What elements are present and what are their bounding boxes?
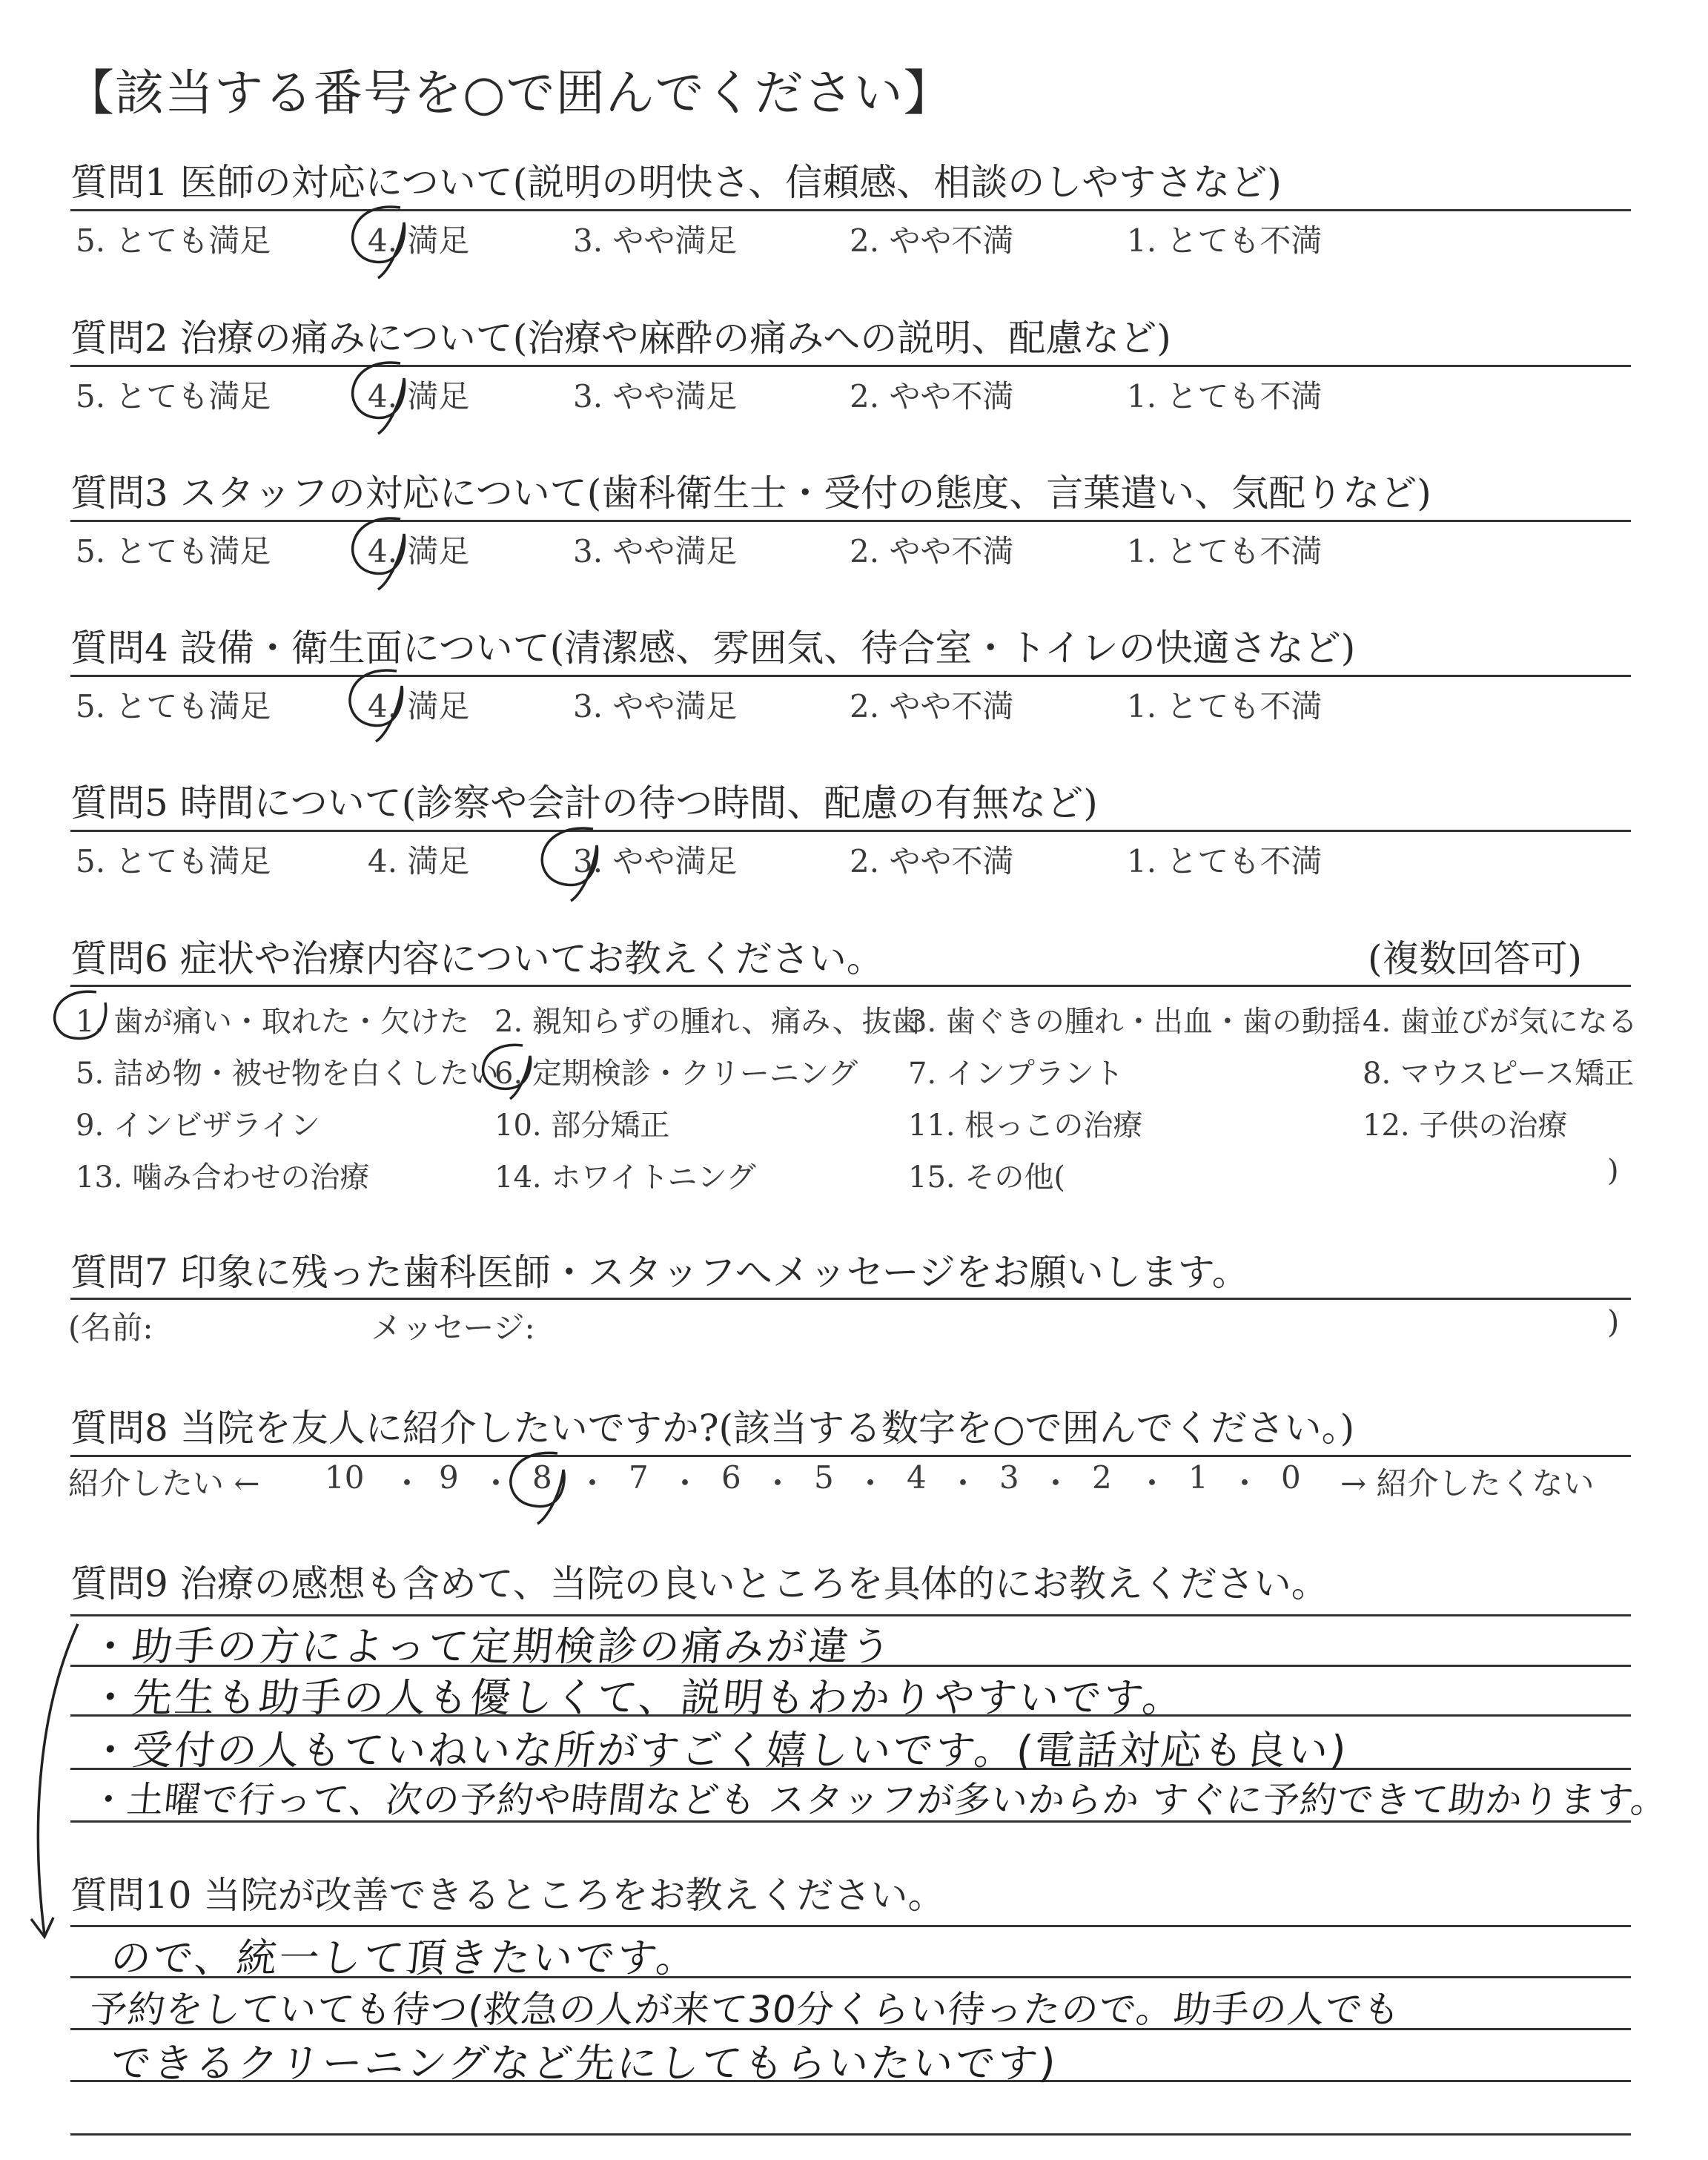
handwritten-answer: ので、統一して頂きたいです。 (108, 1935, 701, 1981)
option-4[interactable]: 4. 満足 (368, 533, 470, 569)
rating-10[interactable]: 10 (325, 1459, 365, 1496)
question-label: 質問10 当院が改善できるところをお教えください。 (70, 1874, 945, 1917)
question-label: 質問3 スタッフの対応について(歯科衛生士・受付の態度、言葉遣い、気配りなど) (70, 472, 1431, 515)
rating-3[interactable]: 3 (999, 1459, 1019, 1496)
question-label: 質問2 治療の痛みについて(治療や麻酔の痛みへの説明、配慮など) (70, 317, 1171, 360)
q6-option-15[interactable]: 15. その他( (908, 1160, 1065, 1195)
not-recommend-label: → 紹介したくない (1340, 1465, 1595, 1502)
name-field-label: (名前: (68, 1309, 153, 1346)
option-1[interactable]: 1. とても不満 (1127, 222, 1323, 259)
q6-option-4[interactable]: 4. 歯並びが気になる (1363, 1005, 1638, 1039)
option-2[interactable]: 2. やや不満 (850, 378, 1014, 415)
option-2[interactable]: 2. やや不満 (850, 222, 1014, 259)
q6-option-11[interactable]: 11. 根っこの治療 (908, 1109, 1143, 1143)
handwritten-answer: できるクリーニングなど先にしてもらいたいです) (108, 2040, 1060, 2087)
separator-dot: ・ (577, 1465, 609, 1502)
option-3[interactable]: 3. やや満足 (573, 222, 738, 259)
recommend-label: 紹介したい ← (68, 1465, 260, 1502)
option-5[interactable]: 5. とても満足 (76, 688, 271, 724)
q6-option-1[interactable]: 1. 歯が痛い・取れた・欠けた (76, 1005, 469, 1039)
divider (70, 1455, 1631, 1457)
rating-5[interactable]: 5 (814, 1459, 834, 1496)
option-4[interactable]: 4. 満足 (368, 378, 470, 415)
q6-option-14[interactable]: 14. ホワイトニング (494, 1160, 756, 1195)
option-3[interactable]: 3. やや満足 (573, 688, 738, 724)
question-label: 質問9 治療の感想も含めて、当院の良いところを具体的にお教えください。 (70, 1562, 1328, 1605)
q6-option-10[interactable]: 10. 部分矯正 (494, 1109, 670, 1143)
question-label: 質問5 時間について(診察や会計の待つ時間、配慮の有無など) (70, 782, 1098, 825)
q6-option-2[interactable]: 2. 親知らずの腫れ、痛み、抜歯 (494, 1005, 921, 1039)
separator-dot: ・ (391, 1465, 423, 1502)
option-3[interactable]: 3. やや満足 (573, 378, 738, 415)
option-5[interactable]: 5. とても満足 (76, 843, 271, 879)
handwritten-answer: ・受付の人もていねいな所がすごく嬉しいです。(電話対応も良い) (87, 1727, 1351, 1774)
option-4[interactable]: 4. 満足 (368, 222, 470, 259)
option-1[interactable]: 1. とても不満 (1127, 533, 1323, 569)
rating-1[interactable]: 1 (1188, 1459, 1208, 1496)
q6-option-7[interactable]: 7. インプラント (908, 1057, 1124, 1091)
rating-9[interactable]: 9 (439, 1459, 459, 1496)
rating-6[interactable]: 6 (721, 1459, 741, 1496)
option-5[interactable]: 5. とても満足 (76, 533, 271, 569)
handwritten-answer: ・先生も助手の人も優しくて、説明もわかりやすいです。 (87, 1674, 1188, 1721)
option-2[interactable]: 2. やや不満 (850, 533, 1014, 569)
separator-dot: ・ (480, 1465, 512, 1502)
option-4[interactable]: 4. 満足 (368, 688, 470, 724)
separator-dot: ・ (1136, 1465, 1168, 1502)
q6-option-12[interactable]: 12. 子供の治療 (1363, 1109, 1568, 1143)
q6-option-8[interactable]: 8. マウスピース矯正 (1363, 1057, 1635, 1091)
question-label: 質問7 印象に残った歯科医師・スタッフへメッセージをお願いします。 (70, 1251, 1249, 1294)
q6-option-9[interactable]: 9. インビザライン (76, 1109, 320, 1143)
option-1[interactable]: 1. とても不満 (1127, 843, 1323, 879)
option-1[interactable]: 1. とても不満 (1127, 688, 1323, 724)
rating-8[interactable]: 8 (532, 1459, 552, 1496)
separator-dot: ・ (947, 1465, 979, 1502)
q6-option-6[interactable]: 6. 定期検診・クリーニング (494, 1057, 858, 1091)
divider (70, 209, 1631, 211)
separator-dot: ・ (855, 1465, 887, 1502)
rating-7[interactable]: 7 (629, 1459, 649, 1496)
divider (70, 985, 1631, 987)
q6-option-5[interactable]: 5. 詰め物・被せ物を白くしたい (76, 1057, 499, 1091)
separator-dot: ・ (762, 1465, 794, 1502)
option-1[interactable]: 1. とても不満 (1127, 378, 1323, 415)
handwritten-answer: 予約をしていても待つ(救急の人が来て30分くらい待ったので。助手の人でも (87, 1988, 1403, 2031)
divider (70, 520, 1631, 522)
rating-4[interactable]: 4 (907, 1459, 927, 1496)
separator-dot: ・ (669, 1465, 701, 1502)
option-3[interactable]: 3. やや満足 (573, 533, 738, 569)
rating-0[interactable]: 0 (1281, 1459, 1301, 1496)
handwritten-answer: ・土曜で行って、次の予約や時間なども スタッフが多いからか すぐに予約できて助かります。 (87, 1779, 1670, 1821)
option-5[interactable]: 5. とても満足 (76, 378, 271, 415)
multiple-answers-note: (複数回答可) (1368, 937, 1583, 980)
message-close: ) (1607, 1304, 1620, 1340)
question-label: 質問4 設備・衛生面について(清潔感、雰囲気、待合室・トイレの快適さなど) (70, 627, 1356, 670)
divider (70, 1298, 1631, 1300)
option-2[interactable]: 2. やや不満 (850, 843, 1014, 879)
option-2[interactable]: 2. やや不満 (850, 688, 1014, 724)
q6-other-close: ) (1607, 1154, 1619, 1188)
q6-option-13[interactable]: 13. 噛み合わせの治療 (76, 1160, 370, 1195)
message-field-label: メッセージ: (371, 1309, 535, 1346)
separator-dot: ・ (1040, 1465, 1072, 1502)
question-label: 質問6 症状や治療内容についてお教えください。 (70, 937, 884, 980)
continuation-arrow (31, 1918, 53, 1937)
rating-2[interactable]: 2 (1092, 1459, 1112, 1496)
q6-option-3[interactable]: 3. 歯ぐきの腫れ・出血・歯の動揺 (908, 1005, 1361, 1039)
answer-line (70, 2133, 1631, 2136)
page-title: 【該当する番号を○で囲んでください】 (65, 65, 953, 122)
divider (70, 675, 1631, 677)
separator-dot: ・ (1229, 1465, 1261, 1502)
handwritten-answer: ・助手の方によって定期検診の痛みが違う (87, 1623, 896, 1670)
option-3[interactable]: 3. やや満足 (573, 843, 738, 879)
divider (70, 365, 1631, 367)
divider (70, 830, 1631, 832)
option-4[interactable]: 4. 満足 (368, 843, 470, 879)
question-label: 質問8 当院を友人に紹介したいですか?(該当する数字を○で囲んでください。) (70, 1407, 1355, 1450)
question-label: 質問1 医師の対応について(説明の明快さ、信頼感、相談のしやすさなど) (70, 161, 1282, 204)
option-5[interactable]: 5. とても満足 (76, 222, 271, 259)
